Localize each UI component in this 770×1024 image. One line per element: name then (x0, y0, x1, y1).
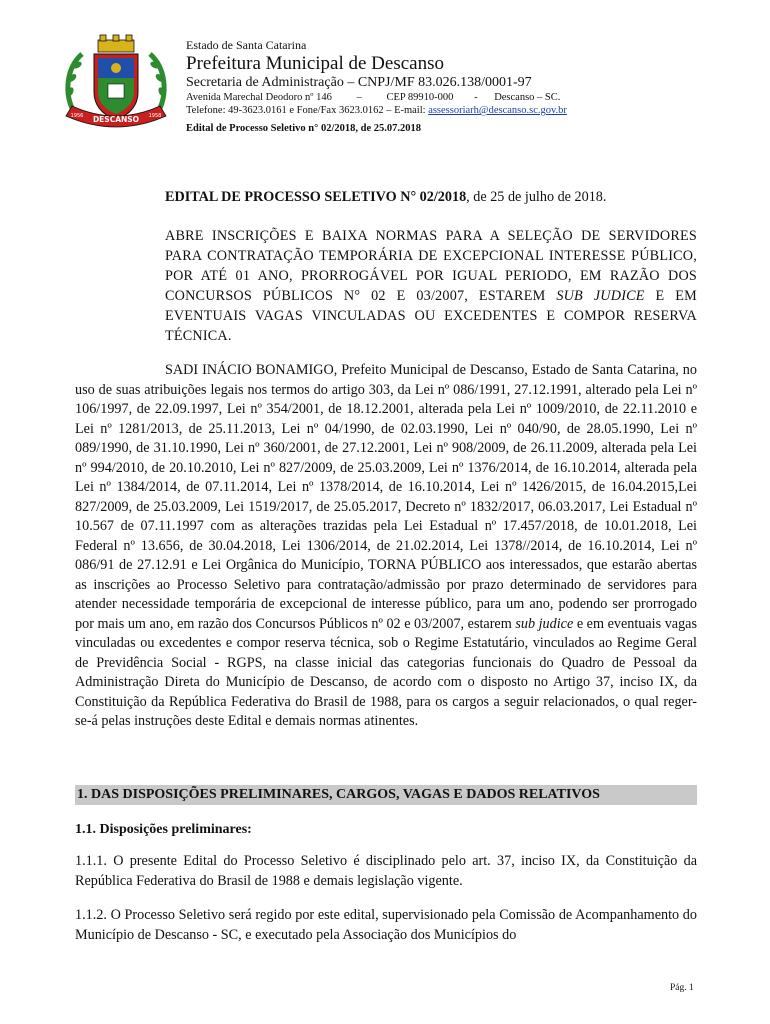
prefeitura-name: Prefeitura Municipal de Descanso (186, 53, 444, 74)
address-city: Descanso – SC. (494, 92, 561, 103)
state-name: Estado de Santa Catarina (186, 38, 307, 52)
title-bold: EDITAL DE PROCESSO SELETIVO N° 02/2018 (165, 189, 467, 205)
address-separator: - (474, 92, 478, 103)
subsection-1-1-heading: 1.1. Disposições preliminares: (75, 822, 252, 837)
preamble-text: SADI INÁCIO BONAMIGO, Prefeito Municipal de Descanso, Estado de Santa Catarina, no uso de suas atribuições legais nos termos do artigo 303, da Lei nº 086/1991, 27.12.1991, alterado pela Lei nº 106/1997, de 22.09.1997, Lei nº 354/2001, de 18.12.2001, alterada pela Lei nº 1009/2010, de 22.11.2010 e Lei nº 1281/2013, de 25.11.2013, Lei nº 04/1990, de 02.03.1990, Lei nº 040/90, de 28.05.1990, Lei nº 089/1990, de 31.10.1990, Lei nº 360/2001, de 27.12.2001, Lei nº 908/2009, de 26.11.2009, alterada pela Lei nº 994/2010, de 20.10.2010, Lei nº 827/2009, de 25.03.2009, Lei nº 1376/2014, de 16.10.2014, alterada pela Lei nº 1384/2014, de 07.11.2014, Lei nº 1378/2014, de 16.10.2014, Lei nº 1426/2015, de 16.04.2015,Lei 827/2009, de 25.03.2009, Lei 1519/2017, de 25.05.2017, Decreto nº 1832/2017, 06.03.2017, Lei Estadual nº 10.567 de 07.11.1997 com as alterações trazidas pela Lei Estadual nº 17.457/2018, de 10.01.2018, Lei Federal nº 13.656, de 30.04.2018, Lei 1306/2014, de 21.02.2014, Lei 1378//2014, de 16.10.2014, Lei nº 086/91 de 27.12.91 e Lei Orgânica do Município, TORNA PÚBLICO aos interessados, que estarão abertas as inscrições ao Processo Seletivo para contratação/admissão por prazo determinado de servidores para atender necessidade temporária de excepcional de interesse público, para um ano, podendo ser prorrogado por mais um ano, em razão dos Concursos Públicos nº 02 e 03/2007, estarem (75, 362, 697, 632)
document-title (165, 187, 705, 207)
crest-year-left: 1956 (70, 113, 84, 119)
preamble-text-end: e em eventuais vagas vinculadas ou excedentes e compor reserva técnica, sob o Regime Estatutário, vinculados ao Regime Geral de Previdência Social - RGPS, na classe inicial das categorias funcionais do Quadro de Pessoal da Administração Direta do Município de Descanso, de acordo com o disposto no Artigo 37, inciso IX, da Constituição da República Federativa do Brasil de 1988, para os cargos a seguir relacionados, o qual reger-se-á pelas instruções deste Edital e demais normas atinentes. (75, 615, 697, 729)
title-date: , de 25 de julho de 2018. (466, 189, 607, 205)
address-line (186, 91, 726, 104)
summary-italic: SUB JUDICE (556, 288, 645, 304)
address-street: Avenida Marechal Deodoro nº 146 (186, 92, 332, 103)
crest-year-right: 1958 (148, 113, 162, 119)
summary-text-end: E EM EVENTUAIS VAGAS VINCULADAS OU EXCEDENTES E COMPOR RESERVA TÉCNICA. (165, 288, 697, 344)
section-1-heading: 1. DAS DISPOSIÇÕES PRELIMINARES, CARGOS, VAGAS E DADOS RELATIVOS (75, 785, 697, 805)
page-number: Pág. 1 (670, 983, 694, 993)
phone-line (186, 104, 726, 117)
summary-text: ABRE INSCRIÇÕES E BAIXA NORMAS PARA A SELEÇÃO DE SERVIDORES PARA CONTRATAÇÃO TEMPORÁRIA DE EXCEPCIONAL INTERESSE PÚBLICO, POR ATÉ 01 ANO, PRORROGÁVEL POR IGUAL PERIODO, EM RAZÃO DOS CONCURSOS PÚBLICOS N° 02 E 03/2007, ESTAREM (165, 228, 697, 304)
edital-reference: Edital de Processo Seletivo n° 02/2018, de 25.07.2018 (186, 123, 421, 134)
summary-paragraph (165, 226, 697, 346)
paragraph-1-1-2: 1.1.2. O Processo Seletivo será regido por este edital, supervisionado pela Comissão de Acompanhamento do Município de Descanso - SC, e executado pela Associação dos Municípios do (75, 907, 697, 943)
address-cep: CEP 89910-000 (386, 92, 454, 103)
preamble-paragraph (75, 361, 697, 732)
phone-text: Telefone: 49-3623.0161 e Fone/Fax 3623.0162 – E-mail: (186, 105, 429, 116)
municipal-crest-logo (60, 34, 172, 134)
address-separator: – (356, 92, 362, 103)
letterhead (186, 38, 726, 136)
email-link[interactable]: assessoriarh@descanso.sc.gov.br (428, 105, 567, 116)
secretaria-cnpj: Secretaria de Administração – CNPJ/MF 83.026.138/0001-97 (186, 75, 532, 90)
preamble-italic: sub judice (515, 615, 574, 632)
crest-banner-text: DESCANSO (92, 115, 140, 124)
paragraph-1-1-1: 1.1.1. O presente Edital do Processo Seletivo é disciplinado pelo art. 37, inciso IX, da Constituição da República Federativa do Brasil de 1988 e demais legislação vigente. (75, 853, 697, 889)
